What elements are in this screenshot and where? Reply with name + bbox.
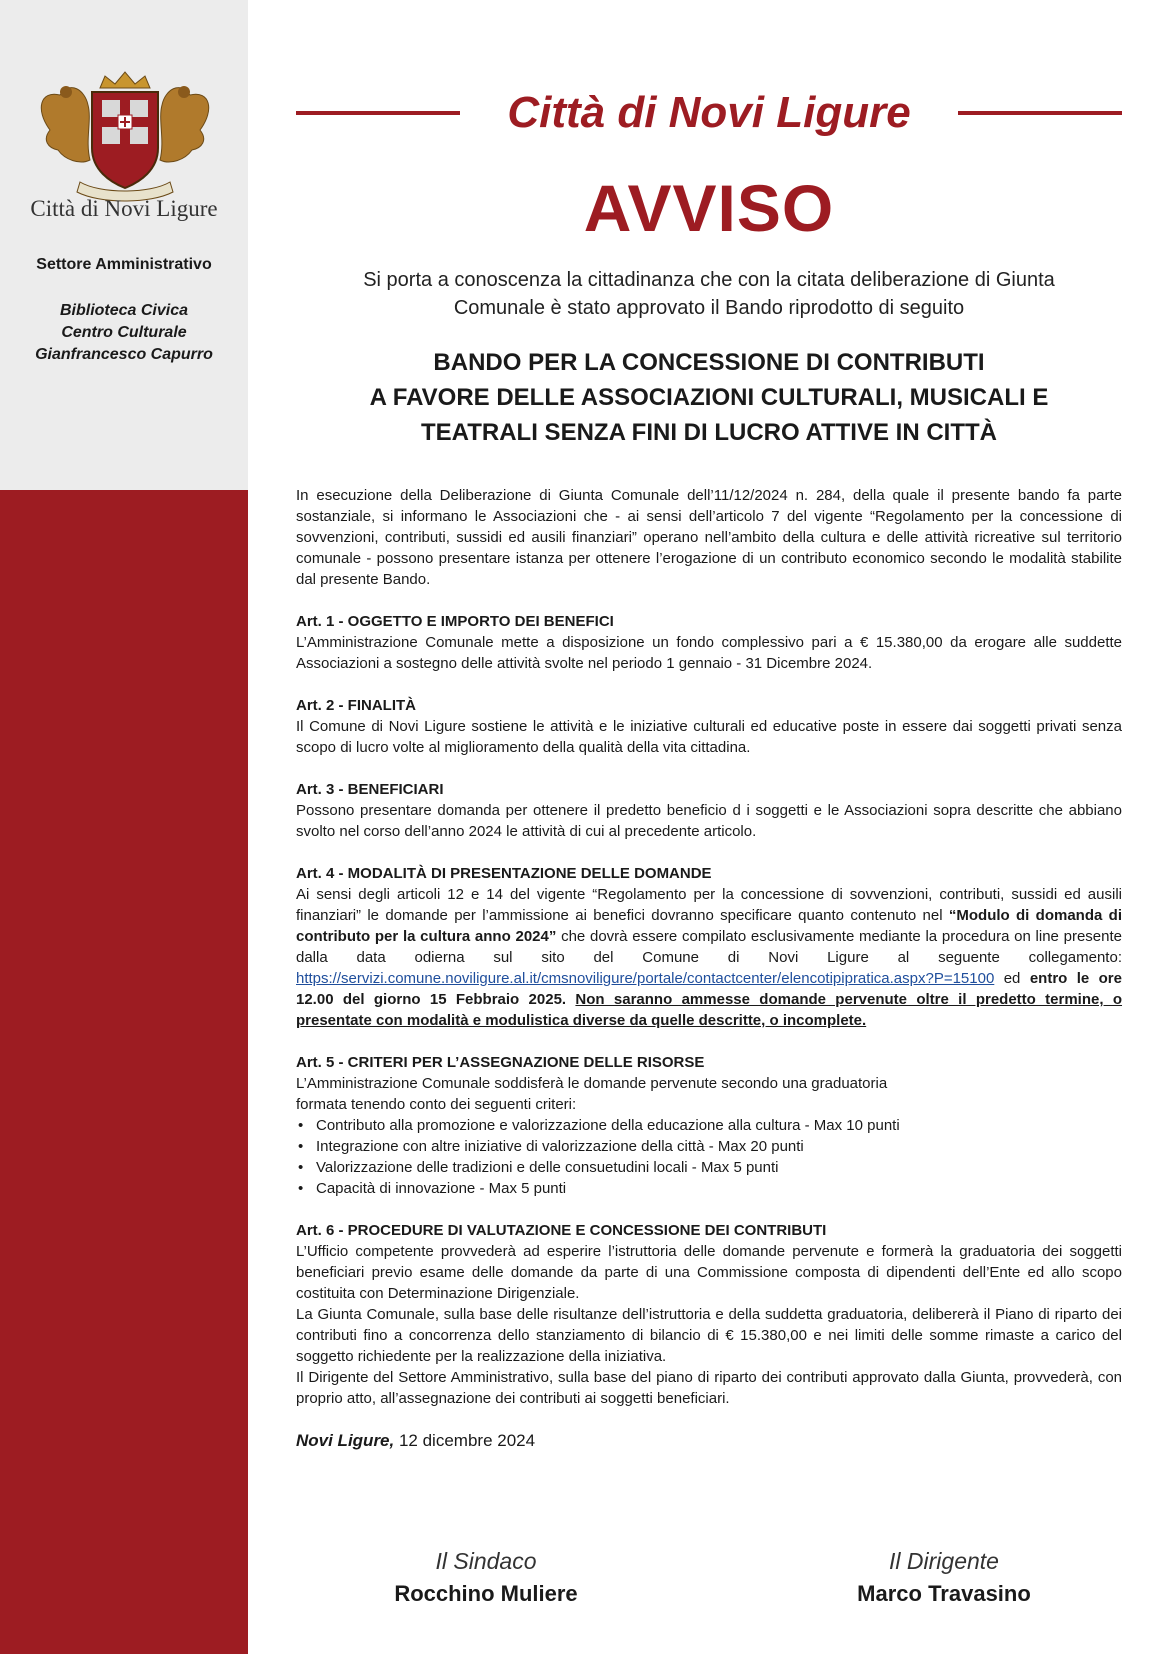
sector-name: Settore Amministrativo (36, 256, 212, 273)
bando-title (296, 345, 1122, 450)
signature-name: Marco Travasino (857, 1581, 1031, 1606)
signature-role: Il Dirigente (889, 1548, 999, 1574)
form-name: “Modulo di domanda di contributo per la cultura anno 2024” (296, 907, 1122, 945)
sidebar-top-panel (0, 0, 248, 490)
criteria-list (296, 1115, 1122, 1199)
article-text-part: che dovrà essere compilato esclusivamente mediante la procedura on line presente dalla data odierna sul sito del Comune di Novi Ligure al seguente collegamento: (296, 928, 1122, 966)
deadline-warning: Non saranno ammesse domande pervenute oltre il predetto termine, o presentate con modalità e modulistica diverse da quelle descritte, o incomplete. (296, 991, 1123, 1029)
article-4 (296, 863, 1122, 1031)
signature-director (794, 1548, 1094, 1607)
avviso-heading: AVVISO (583, 171, 835, 245)
crest-city-name: Città di Novi Ligure (30, 196, 218, 221)
article-text: formata tenendo conto dei seguenti criteri: (296, 1096, 577, 1113)
article-title: Art. 1 - OGGETTO E IMPORTO DEI BENEFICI (296, 613, 614, 630)
office-block (0, 300, 248, 366)
intro-text (296, 266, 1122, 322)
list-item: • Valorizzazione delle tradizioni e delle consuetudini locali - Max 5 punti (316, 1157, 1122, 1178)
closing-date-value: 12 dicembre 2024 (398, 1431, 536, 1450)
city-title: Città di Novi Ligure (507, 88, 911, 137)
intro-line: Comunale è stato approvato il Bando riprodotto di seguito (453, 297, 965, 319)
article-title: Art. 6 - PROCEDURE DI VALUTAZIONE E CONCESSIONE DEI CONTRIBUTI (296, 1222, 827, 1239)
closing-date (296, 1430, 1122, 1451)
signature-mayor (336, 1548, 636, 1607)
office-line: Gianfrancesco Capurro (35, 346, 213, 363)
article-1 (296, 611, 1122, 674)
article-text: Il Dirigente del Settore Amministrativo, sulla base del piano di riparto dei contributi approvato dalla Giunta, provvederà, con proprio atto, all’assegnazione dei contributi ai soggetti beneficiari. (296, 1369, 1122, 1407)
deadline-text: entro le ore 12.00 del giorno 15 Febbraio 2025. (296, 970, 1122, 1008)
article-text: Possono presentare domanda per ottenere il predetto beneficio d i soggetti e le Associazioni sopra descritte che abbiano svolto nel corso dell’anno 2024 le attività di cui al precedente articolo. (296, 802, 1122, 840)
article-text (296, 884, 1122, 1031)
closing-place: Novi Ligure, (296, 1431, 395, 1450)
notice-body (296, 485, 1122, 1451)
intro-line: Si porta a conoscenza la cittadinanza che con la citata deliberazione di Giunta (363, 269, 1055, 291)
preamble: In esecuzione della Deliberazione di Giunta Comunale dell’11/12/2024 n. 284, della quale il presente bando fa parte sostanziale, si informano le Associazioni che - ai sensi dell’articolo 7 del vigente “Regolamento per la concessione di sovvenzioni, contributi, sussidi ed ausili finanziari” operano nell’ambito della cultura e delle attività ricreative sul territorio comunale - possono presentare istanza per ottenere l’erogazione di un contributo economico secondo le modalità stabilite dal presente Bando. (296, 487, 1122, 588)
list-item: • Capacità di innovazione - Max 5 punti (316, 1178, 1122, 1199)
article-6 (296, 1220, 1122, 1409)
list-item: • Contributo alla promozione e valorizzazione della educazione alla cultura - Max 10 punti (316, 1115, 1122, 1136)
article-5 (296, 1052, 1122, 1199)
title-row (296, 88, 1122, 148)
article-text-part: Ai sensi degli articoli 12 e 14 del vigente “Regolamento per la concessione di sovvenzioni, contributi, sussidi ed ausili finanziari” le domande per l’ammissione ai benefici dovranno specificare quanto contenuto nel (296, 886, 1122, 924)
application-portal-link[interactable]: https://servizi.comune.noviligure.al.it/cmsnoviligure/portale/contactcenter/elencotipipratica.aspx?P=15100 (296, 970, 995, 987)
article-text: Il Comune di Novi Ligure sostiene le attività e le iniziative culturali ed educative poste in essere dai soggetti privati senza scopo di lucro volte al miglioramento della qualità della vita cittadina. (296, 718, 1122, 756)
article-title: Art. 3 - BENEFICIARI (296, 781, 444, 798)
signature-name: Rocchino Muliere (394, 1581, 578, 1606)
article-2 (296, 695, 1122, 758)
bando-title-line: A FAVORE DELLE ASSOCIAZIONI CULTURALI, MUSICALI E (369, 384, 1049, 411)
article-title: Art. 2 - FINALITÀ (296, 697, 416, 714)
list-item: • Integrazione con altre iniziative di valorizzazione della città - Max 20 punti (316, 1136, 1122, 1157)
bando-title-line: BANDO PER LA CONCESSIONE DI CONTRIBUTI (433, 349, 985, 376)
article-text: L’Amministrazione Comunale soddisferà le domande pervenute secondo una graduatoria (296, 1075, 888, 1092)
office-line: Centro Culturale (61, 324, 187, 341)
article-3 (296, 779, 1122, 842)
bando-title-line: TEATRALI SENZA FINI DI LUCRO ATTIVE IN CITTÀ (421, 419, 997, 446)
signatures (296, 1548, 1122, 1628)
signature-role: Il Sindaco (435, 1548, 537, 1574)
article-text: La Giunta Comunale, sulla base delle risultanze dell’istruttoria e della suddetta graduatoria, delibererà il Piano di riparto dei contributi fino a concorrenza dello stanziamento di bilancio di € 15.380,00 e nei limiti delle somme rimaste a carico del soggetto richiedente per la realizzazione della iniziativa. (296, 1306, 1122, 1365)
article-text: L’Ufficio competente provvederà ad esperire l’istruttoria delle domande pervenute e formerà la graduatoria dei soggetti beneficiari previo esame delle domande da parte di una Commissione composta di dipendenti dell’Ente ed allo scopo costituita con Determinazione Dirigenziale. (296, 1243, 1122, 1302)
office-line: Biblioteca Civica (59, 302, 189, 319)
article-title: Art. 5 - CRITERI PER L’ASSEGNAZIONE DELLE RISORSE (296, 1054, 705, 1071)
article-text: L’Amministrazione Comunale mette a disposizione un fondo complessivo pari a € 15.380,00 da erogare alle suddette Associazioni a sostegno delle attività svolte nel periodo 1 gennaio - 31 Dicembre 2024. (296, 634, 1122, 672)
article-title: Art. 4 - MODALITÀ DI PRESENTAZIONE DELLE DOMANDE (296, 865, 712, 882)
article-text-part: ed (994, 970, 1030, 987)
sidebar-red-band (0, 490, 248, 1654)
sidebar (0, 0, 248, 1654)
title-rule-right (958, 111, 1122, 115)
